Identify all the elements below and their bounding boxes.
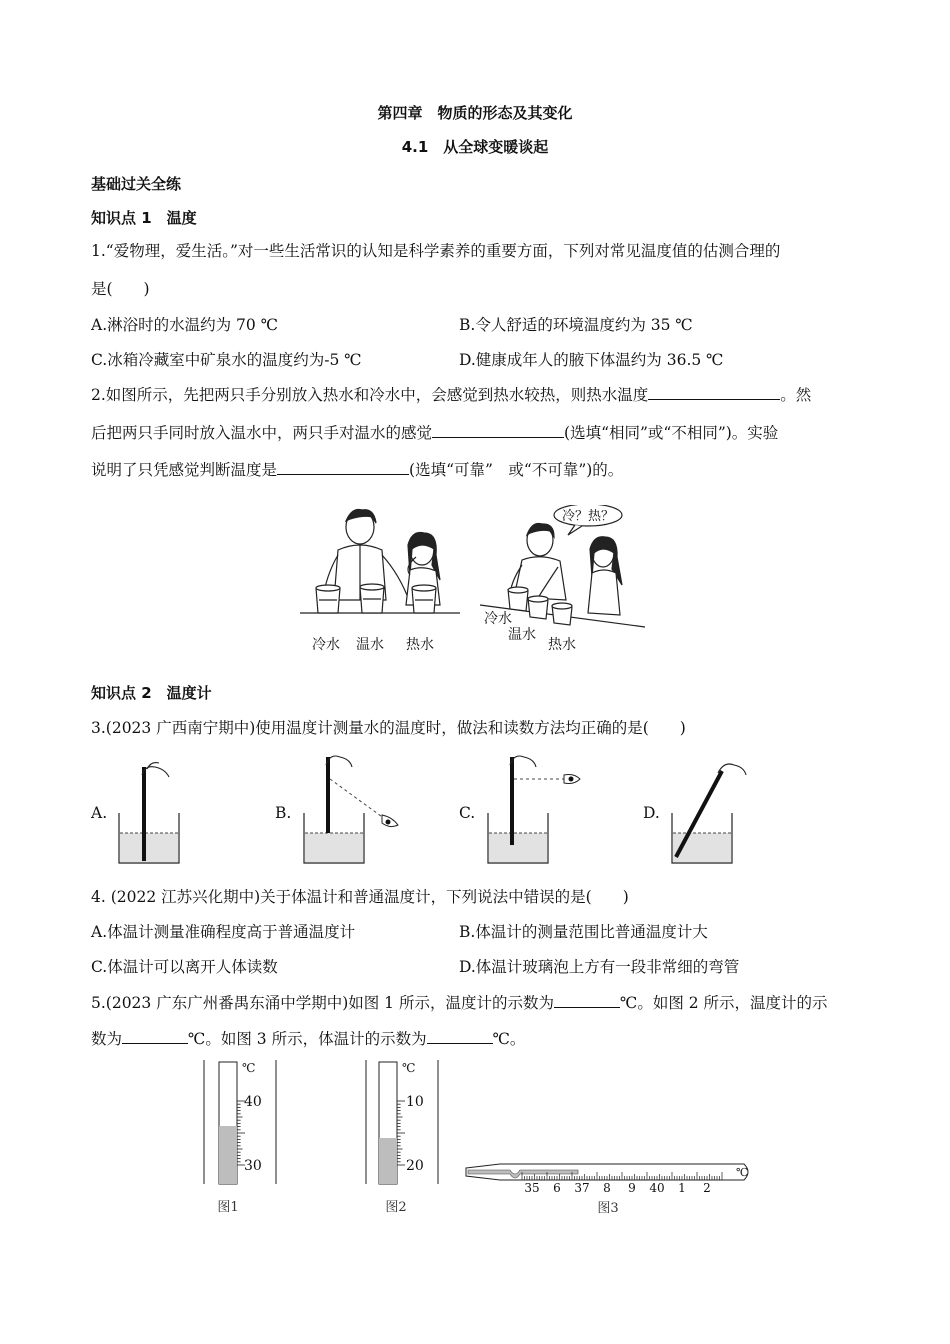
q4-option-d: D.体温计玻璃泡上方有一段非常细的弯管 (459, 958, 740, 976)
q2-line-1a: 2.如图所示，先把两只手分别放入热水和冷水中，会感觉到热水较热，则热水温度 (91, 386, 649, 404)
q5-blank-3[interactable] (427, 1027, 493, 1044)
q5-line-2 (91, 1027, 525, 1050)
q3-option-a-label: A. (91, 804, 108, 822)
q2-blank-3[interactable] (277, 458, 409, 475)
q2-figure (300, 505, 645, 655)
fig1-liquid-column (219, 1126, 237, 1184)
q1-option-c: C.冰箱冷藏室中矿泉水的温度约为-5 ℃ (91, 351, 362, 369)
label-hot-right: 热水 (548, 637, 576, 653)
q2-line-1 (91, 383, 811, 406)
thermometer-fig1 (198, 1058, 283, 1216)
q3-stem: 3.(2023 广西南宁期中)使用温度计测量水的温度时，做法和读数方法均正确的是( ) (91, 719, 686, 737)
q2-line-1b: 。然 (780, 386, 812, 404)
label-cold-right: 冷水 (484, 611, 512, 627)
q2-blank-2[interactable] (432, 421, 564, 438)
knowledge-point-1: 知识点 1 温度 (91, 209, 197, 227)
q1-stem-a: 1.“爱物理，爱生活。”对一些生活常识的认知是科学素养的重要方面，下列对常见温度值的估测合理的 (91, 242, 781, 260)
fig3-tick-label: 9 (628, 1181, 636, 1195)
q4-option-c: C.体温计可以离开人体读数 (91, 958, 278, 976)
label-hot-left: 热水 (406, 637, 434, 653)
q3-figure-c (484, 745, 594, 870)
q4-stem: 4. (2022 江苏兴化期中)关于体温计和普通温度计，下列说法中错误的是( ) (91, 888, 629, 906)
q5-line-1b: ℃。如图 2 所示，温度计的示 (619, 994, 828, 1012)
girl-right-figure (588, 537, 622, 615)
fig2-tick-label-bottom: 20 (406, 1158, 424, 1174)
q3-option-d-label: D. (643, 804, 660, 822)
q1-option-a: A.淋浴时的水温约为 70 ℃ (91, 316, 279, 334)
q5-line-1 (91, 991, 828, 1014)
fig2-liquid-column (379, 1138, 397, 1184)
q1-stem-b: 是( ) (91, 280, 150, 298)
part-title: 基础过关全练 (91, 175, 182, 193)
q3-figure-b (300, 745, 410, 870)
q1-option-d: D.健康成年人的腋下体温约为 36.5 ℃ (459, 351, 724, 369)
q2-line-3 (91, 458, 623, 481)
q2-blank-1[interactable] (648, 383, 780, 400)
fig3-tick-label: 37 (574, 1181, 590, 1195)
q5-line-2a: 数为 (91, 1030, 123, 1048)
q2-line-2a: 后把两只手同时放入温水中，两只手对温水的感觉 (91, 424, 433, 442)
beaker-hot-left (412, 585, 436, 613)
knowledge-point-2: 知识点 2 温度计 (91, 684, 212, 702)
fig2-tick-marks (397, 1101, 405, 1165)
q5-line-2b: ℃。如图 3 所示，体温计的示数为 (188, 1030, 427, 1048)
fig3-tick-label: 2 (703, 1181, 711, 1195)
label-warm-right: 温水 (508, 627, 536, 643)
beaker-cold-left (316, 585, 340, 613)
q3-option-c-label: C. (459, 804, 476, 822)
beaker-cold-right (508, 587, 528, 611)
fig3-tick-label: 6 (553, 1181, 561, 1195)
fig2-tick-label-top: 10 (406, 1094, 424, 1110)
q5-blank-2[interactable] (122, 1027, 188, 1044)
q5-blank-1[interactable] (554, 991, 620, 1008)
fig3-caption: 图3 (597, 1201, 619, 1216)
fig3-unit: ℃ (736, 1166, 749, 1179)
fig3-tick-label: 1 (678, 1181, 686, 1195)
fig3-tick-label: 35 (524, 1181, 540, 1195)
thermometer-fig3 (460, 1160, 755, 1218)
label-warm-left: 温水 (356, 637, 384, 653)
fig1-unit: ℃ (242, 1061, 256, 1075)
fig1-tick-marks (237, 1101, 245, 1165)
q3-figure-d (668, 745, 758, 870)
q5-line-1a: 5.(2023 广东广州番禺东涌中学期中)如图 1 所示，温度计的示数为 (91, 994, 554, 1012)
q2-line-2b: (选填“相同”或“不相同”)。实验 (564, 424, 779, 442)
fig1-tick-label-top: 40 (244, 1094, 262, 1110)
q3-option-b-label: B. (275, 804, 292, 822)
fig1-caption: 图1 (217, 1200, 239, 1215)
fig1-tick-label-bottom: 30 (244, 1158, 262, 1174)
fig3-tick-label: 40 (649, 1181, 665, 1195)
q2-line-2 (91, 421, 778, 444)
thermometer-fig2 (360, 1058, 445, 1216)
q4-option-a: A.体温计测量准确程度高于普通温度计 (91, 923, 356, 941)
q1-option-b: B.令人舒适的环境温度约为 35 ℃ (459, 316, 693, 334)
beaker-warm-left (360, 584, 384, 613)
section-title: 4.1 从全球变暖谈起 (401, 138, 549, 156)
fig2-caption: 图2 (385, 1200, 407, 1215)
beaker-hot-right (552, 603, 572, 625)
label-cold-left: 冷水 (312, 637, 340, 653)
speech-bubble-text: 冷？热？ (561, 509, 615, 524)
q2-line-3b: (选填“可靠” 或“不可靠”)的。 (409, 461, 624, 479)
q5-line-2c: ℃。 (492, 1030, 526, 1048)
q3-figure-a (115, 745, 185, 870)
q4-option-b: B.体温计的测量范围比普通温度计大 (459, 923, 708, 941)
chapter-title: 第四章 物质的形态及其变化 (377, 104, 573, 122)
fig3-tick-label: 8 (603, 1181, 611, 1195)
fig3-tick-labels (524, 1181, 710, 1195)
q2-line-3a: 说明了只凭感觉判断温度是 (91, 461, 278, 479)
beaker-warm-right (528, 596, 548, 619)
fig2-unit: ℃ (402, 1061, 416, 1075)
